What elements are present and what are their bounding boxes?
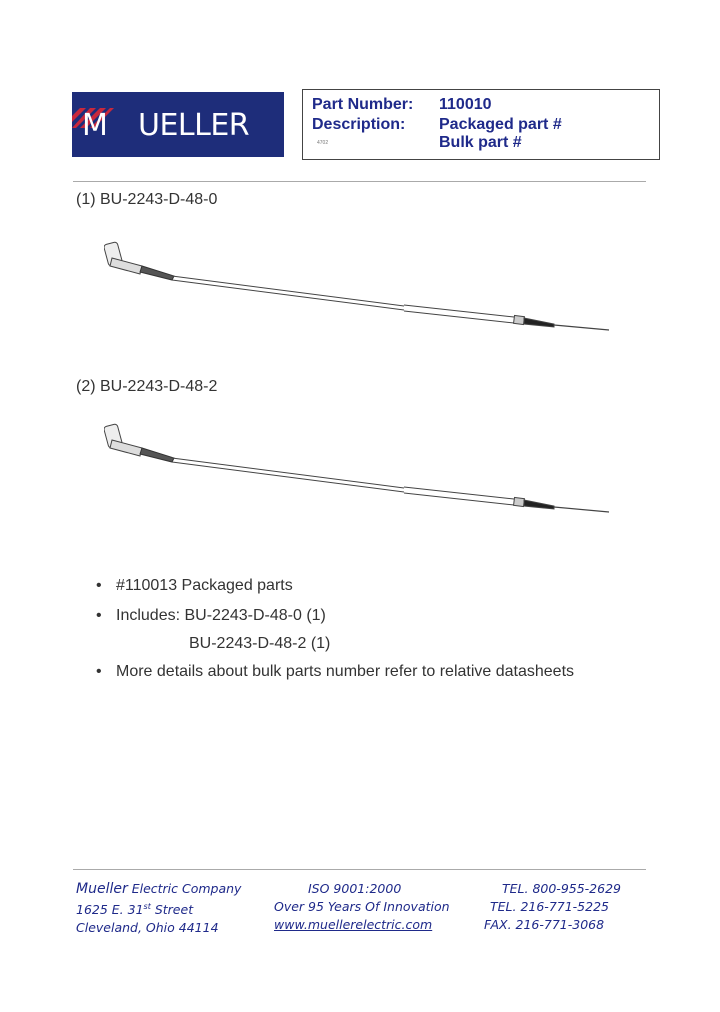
tiny-note: 4702 — [317, 140, 329, 146]
part-label-1: (1) BU-2243-D-48-0 — [76, 191, 218, 208]
footer-contact — [484, 880, 621, 934]
logo-initial: M — [82, 108, 108, 143]
bullet-dot: • — [96, 663, 102, 680]
mueller-logo — [72, 92, 284, 157]
logo-wordmark: UELLER — [138, 108, 250, 143]
website-link[interactable]: www.muellerelectric.com — [274, 917, 433, 932]
part-number-value: 110010 — [439, 96, 492, 113]
footer-center — [274, 880, 450, 934]
list-item-continuation: BU-2243-D-48-2 (1) — [189, 635, 331, 652]
tel-local: TEL. 216-771-5225 — [490, 899, 609, 914]
description-bulk: Bulk part # — [439, 134, 522, 151]
address-line-1: 1625 E. 31st Street — [76, 902, 194, 918]
list-item: • More details about bulk parts number refer to relative datasheets — [96, 663, 575, 680]
part-label-2: (2) BU-2243-D-48-2 — [76, 378, 218, 395]
address-line-2: Cleveland, Ohio 44114 — [76, 920, 219, 936]
footer-divider — [73, 869, 646, 870]
tel-tollfree: TEL. 800-955-2629 — [502, 881, 621, 896]
footer-address — [76, 880, 241, 937]
list-item: • Includes: BU-2243-D-48-0 (1) — [96, 607, 326, 624]
description-packaged: Packaged part # — [439, 116, 562, 133]
probe-image-1 — [104, 238, 614, 338]
description-label: Description: — [312, 116, 406, 133]
fax-number: FAX. 216-771-3068 — [484, 917, 605, 932]
list-item: • #110013 Packaged parts — [96, 577, 293, 594]
iso-cert: ISO 9001:2000 — [308, 881, 402, 896]
bullet-dot: • — [96, 577, 102, 594]
part-info-box — [302, 89, 660, 160]
probe-image-2 — [104, 420, 614, 520]
company-name: Mueller Electric Company — [76, 881, 242, 897]
bullet-dot: • — [96, 607, 102, 624]
part-number-label: Part Number: — [312, 96, 414, 113]
years-tagline: Over 95 Years Of Innovation — [274, 899, 450, 914]
top-divider — [73, 181, 646, 182]
